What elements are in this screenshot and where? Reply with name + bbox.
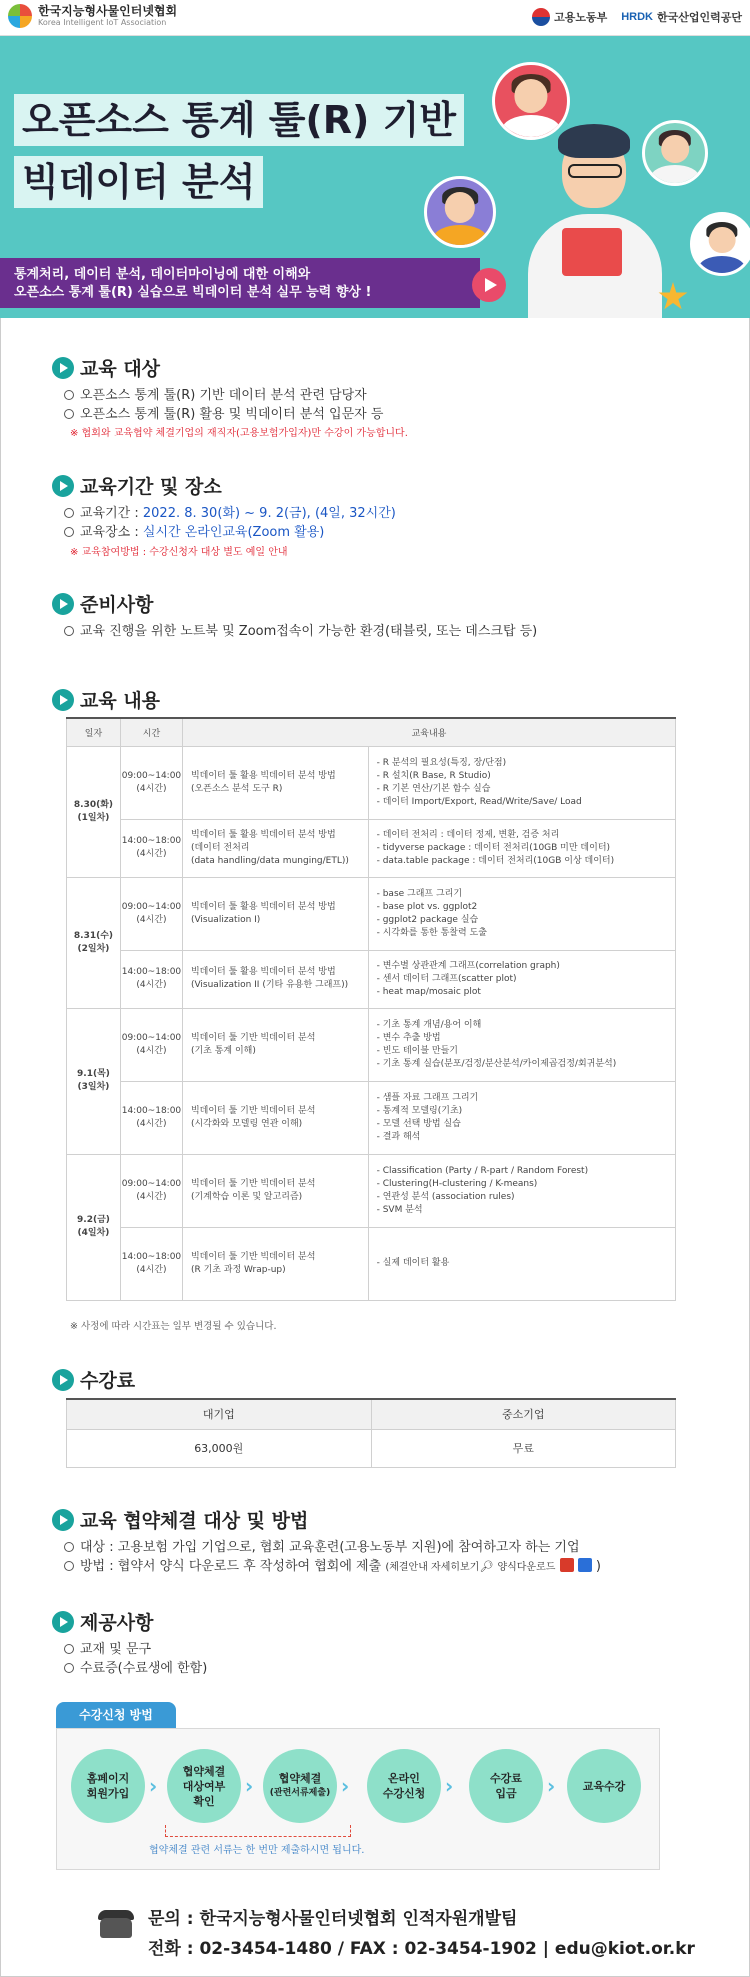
process-box [56, 1728, 660, 1870]
magnifier-icon[interactable]: 🔎︎ [479, 1560, 494, 1573]
chevron-right-icon: › [149, 1774, 158, 1798]
subject-cell: 빅데이터 툴 활용 빅데이터 분석 방법 (데이터 전처리 (data handling/data munging/ETL)) [182, 819, 368, 877]
fee-table [66, 1398, 676, 1468]
section-bullet-icon [52, 475, 74, 497]
contact-line1: 문의 : 한국지능형사물인터넷협회 인적자원개발팀 [148, 1909, 518, 1929]
chevron-right-icon: › [547, 1774, 556, 1798]
fee-value-row [67, 1429, 676, 1467]
fee-value-large: 63,000원 [67, 1429, 372, 1467]
circle-bullet-icon [64, 1561, 74, 1571]
table-row [67, 819, 676, 877]
play-icon [472, 268, 506, 302]
partner-logos [532, 8, 742, 26]
process-tab: 수강신청 방법 [56, 1702, 176, 1728]
step-1: 홈페이지 회원가입 [71, 1749, 145, 1823]
avatar-man-icon [424, 176, 496, 248]
agreement-method: 방법 : 협약서 양식 다운로드 후 작성하여 협회에 제출 (체결안내 자세히보기🔎︎ 양식다운로드 ) [64, 1555, 601, 1574]
table-row [67, 1227, 676, 1300]
glasses-icon [568, 164, 622, 178]
section-period-title: 교육기간 및 장소 [80, 476, 222, 498]
day-cell: 8.31(수) (2일차) [67, 877, 121, 1008]
section-agreement-title: 교육 협약체결 대상 및 방법 [80, 1510, 309, 1532]
time-cell: 14:00~18:00 (4시간) [120, 1227, 182, 1300]
time-cell: 09:00~14:00 (4시간) [120, 877, 182, 950]
subject-cell: 빅데이터 툴 기반 빅데이터 분석 (기계학습 이론 및 알고리즘) [182, 1154, 368, 1227]
banner-subtitle [0, 258, 480, 308]
target-note: ※ 협회와 교육협약 체결기업의 재직자(고용보험가입자)만 수강이 가능합니다. [70, 428, 408, 439]
header-content: 교육내용 [182, 718, 675, 746]
fee-header-large: 대기업 [67, 1399, 372, 1429]
reading-man-illustration [520, 106, 670, 318]
hrdk-logo: HRDK [621, 11, 653, 23]
avatar-man-2-icon [690, 212, 750, 276]
day-cell: 9.1(목) (3일차) [67, 1008, 121, 1154]
time-cell: 14:00~18:00 (4시간) [120, 1081, 182, 1154]
topics-cell: - 실제 데이터 활용 [368, 1227, 675, 1300]
section-content-heading [52, 686, 160, 713]
topics-cell: - 기초 통계 개념/용어 이해 - 변수 추출 방법 - 빈도 테이블 만들기 - 기초 통계 실습(분포/검정/분산분석/카이제곱검정/회귀분석) [368, 1008, 675, 1081]
provided-item-1: 교재 및 문구 [64, 1638, 151, 1657]
step-5: 수강료 입금 [469, 1749, 543, 1823]
pdf-file-icon[interactable] [560, 1558, 574, 1572]
day-cell: 9.2(금) (4일차) [67, 1154, 121, 1300]
section-target-title: 교육 대상 [80, 358, 161, 380]
process-tab-wrap [0, 1700, 750, 1730]
step-3: 협약체결 (관련서류제출) [263, 1749, 337, 1823]
banner-subtitle-line1: 통계처리, 데이터 분석, 데이터마이닝에 대한 이해와 [14, 267, 311, 282]
form-download-link[interactable]: 양식다운로드 [497, 1562, 556, 1573]
contact-line2[interactable]: 전화 : 02-3454-1480 / FAX : 02-3454-1902 | edu@kiot.or.kr [148, 1939, 695, 1959]
partner-name: 한국산업인력공단 [656, 11, 742, 24]
subject-cell: 빅데이터 툴 기반 빅데이터 분석 (기초 통계 이해) [182, 1008, 368, 1081]
table-row [67, 1154, 676, 1227]
subject-cell: 빅데이터 툴 활용 빅데이터 분석 방법 (Visualization II (기타 유용한 그래프)) [182, 950, 368, 1008]
topics-cell: - 변수별 상관관계 그래프(correlation graph) - 센서 데이터 그래프(scatter plot) - heat map/mosaic plot [368, 950, 675, 1008]
section-provided-title: 제공사항 [80, 1612, 154, 1634]
chevron-right-icon: › [445, 1774, 454, 1798]
target-item-2: 오픈소스 통계 툴(R) 활용 및 빅데이터 분석 입문자 등 [64, 403, 383, 422]
section-provided-heading [52, 1608, 153, 1635]
phone-icon [98, 1908, 134, 1938]
section-fee-title: 수강료 [80, 1370, 136, 1392]
banner-title-line2: 빅데이터 분석 [14, 156, 263, 208]
kiot-logo-icon [8, 4, 32, 28]
section-fee-heading [52, 1366, 135, 1393]
chevron-right-icon: › [341, 1774, 350, 1798]
table-row [67, 1008, 676, 1081]
section-bullet-icon [52, 357, 74, 379]
section-agreement-heading [52, 1506, 308, 1533]
provided-item-2: 수료증(수료생에 한함) [64, 1657, 207, 1676]
fee-header-row [67, 1399, 676, 1429]
schedule-header-row [67, 718, 676, 746]
topics-cell: - R 분석의 필요성(특징, 장/단점) - R 설치(R Base, R Studio) - R 기본 연산/기본 함수 실습 - 데이터 Import/Export, Read/Write/Save/ Load [368, 746, 675, 819]
schedule-note: ※ 사정에 따라 시간표는 일부 변경될 수 있습니다. [70, 1321, 277, 1332]
time-cell: 09:00~14:00 (4시간) [120, 746, 182, 819]
kiot-logo[interactable] [8, 4, 177, 28]
time-cell: 09:00~14:00 (4시간) [120, 1154, 182, 1227]
schedule-table [66, 717, 676, 1301]
topics-cell: - 데이터 전처리 : 데이터 정제, 변환, 검증 처리 - tidyverse package : 데이터 전처리(10GB 미만 데이터) - data.table package : 데이터 전처리(10GB 이상 데이터) [368, 819, 675, 877]
target-item-1: 오픈소스 통계 툴(R) 기반 데이터 분석 관련 담당자 [64, 384, 367, 403]
subject-cell: 빅데이터 툴 기반 빅데이터 분석 (시각화와 모델링 연관 이해) [182, 1081, 368, 1154]
top-bar [0, 0, 750, 36]
time-cell: 09:00~14:00 (4시간) [120, 1008, 182, 1081]
section-bullet-icon [52, 1369, 74, 1391]
circle-bullet-icon [64, 508, 74, 518]
gov-emblem-icon [532, 8, 550, 26]
circle-bullet-icon [64, 409, 74, 419]
header-date: 일자 [67, 718, 121, 746]
prep-item: 교육 진행을 위한 노트북 및 Zoom접속이 가능한 환경(태블릿, 또는 데스크탑 등) [64, 620, 537, 639]
chevron-right-icon: › [245, 1774, 254, 1798]
day-cell: 8.30(화) (1일차) [67, 746, 121, 877]
agreement-target: 대상 : 고용보험 가입 기업으로, 협회 교육훈련(고용노동부 지원)에 참여하고자 하는 기업 [64, 1536, 580, 1555]
banner-title-line1: 오픈소스 통계 툴(R) 기반 [14, 94, 464, 146]
table-row [67, 746, 676, 819]
header-time: 시간 [120, 718, 182, 746]
table-row [67, 950, 676, 1008]
section-target-heading [52, 354, 160, 381]
period-line: 교육기간 : 2022. 8. 30(화) ~ 9. 2(금), (4일, 32시간) [64, 502, 396, 521]
section-bullet-icon [52, 593, 74, 615]
period-value: 2022. 8. 30(화) ~ 9. 2(금), (4일, 32시간) [142, 506, 396, 521]
circle-bullet-icon [64, 527, 74, 537]
section-prep-heading [52, 590, 153, 617]
topics-cell: - 샘플 자료 그래프 그리기 - 통계적 모델링(기초) - 모델 선택 방법 실습 - 결과 해석 [368, 1081, 675, 1154]
place-value: 실시간 온라인교육(Zoom 활용) [142, 525, 325, 540]
circle-bullet-icon [64, 1663, 74, 1673]
period-note: ※ 교육참여방법 : 수강신청자 대상 별도 예일 안내 [70, 547, 288, 558]
subject-cell: 빅데이터 툴 활용 빅데이터 분석 방법 (오픈소스 분석 도구 R) [182, 746, 368, 819]
gov-name: 고용노동부 [554, 11, 608, 24]
table-row [67, 1081, 676, 1154]
banner-subtitle-line2: 오픈소스 통계 툴(R) 실습으로 빅데이터 분석 실무 능력 향상 ! [14, 285, 372, 300]
org-name-ko: 한국지능형사물인터넷협회 [38, 4, 178, 18]
section-period-heading [52, 472, 222, 499]
hwp-file-icon[interactable] [578, 1558, 592, 1572]
fee-header-sme: 중소기업 [371, 1399, 675, 1429]
agreement-bracket [165, 1825, 351, 1837]
hero-banner [0, 36, 750, 318]
table-row [67, 877, 676, 950]
section-bullet-icon [52, 1509, 74, 1531]
org-name-en: Korea Intelligent IoT Association [38, 18, 167, 27]
subject-cell: 빅데이터 툴 활용 빅데이터 분석 방법 (Visualization I) [182, 877, 368, 950]
time-cell: 14:00~18:00 (4시간) [120, 819, 182, 877]
section-bullet-icon [52, 1611, 74, 1633]
step-2: 협약체결 대상여부 확인 [167, 1749, 241, 1823]
step-6: 교육수강 [567, 1749, 641, 1823]
fee-value-sme: 무료 [371, 1429, 675, 1467]
book-icon [562, 228, 622, 276]
circle-bullet-icon [64, 1644, 74, 1654]
circle-bullet-icon [64, 390, 74, 400]
section-bullet-icon [52, 689, 74, 711]
process-note: 협약체결 관련 서류는 한 번만 제출하시면 됩니다. [149, 1845, 365, 1856]
topics-cell: - Classification (Party / R-part / Random Forest) - Clustering(H-clustering / K-means) - 연관성 분석 (association rules) - SVM 분석 [368, 1154, 675, 1227]
place-line: 교육장소 : 실시간 온라인교육(Zoom 활용) [64, 521, 324, 540]
circle-bullet-icon [64, 626, 74, 636]
circle-bullet-icon [64, 1542, 74, 1552]
topics-cell: - base 그래프 그리기 - base plot vs. ggplot2 - ggplot2 package 실습 - 시각화를 통한 통찰력 도출 [368, 877, 675, 950]
step-4: 온라인 수강신청 [367, 1749, 441, 1823]
section-content-title: 교육 내용 [80, 690, 161, 712]
agreement-detail-link[interactable]: (체결안내 자세히보기 [385, 1562, 480, 1573]
section-prep-title: 준비사항 [80, 594, 154, 616]
subject-cell: 빅데이터 툴 기반 빅데이터 분석 (R 기초 과정 Wrap-up) [182, 1227, 368, 1300]
time-cell: 14:00~18:00 (4시간) [120, 950, 182, 1008]
